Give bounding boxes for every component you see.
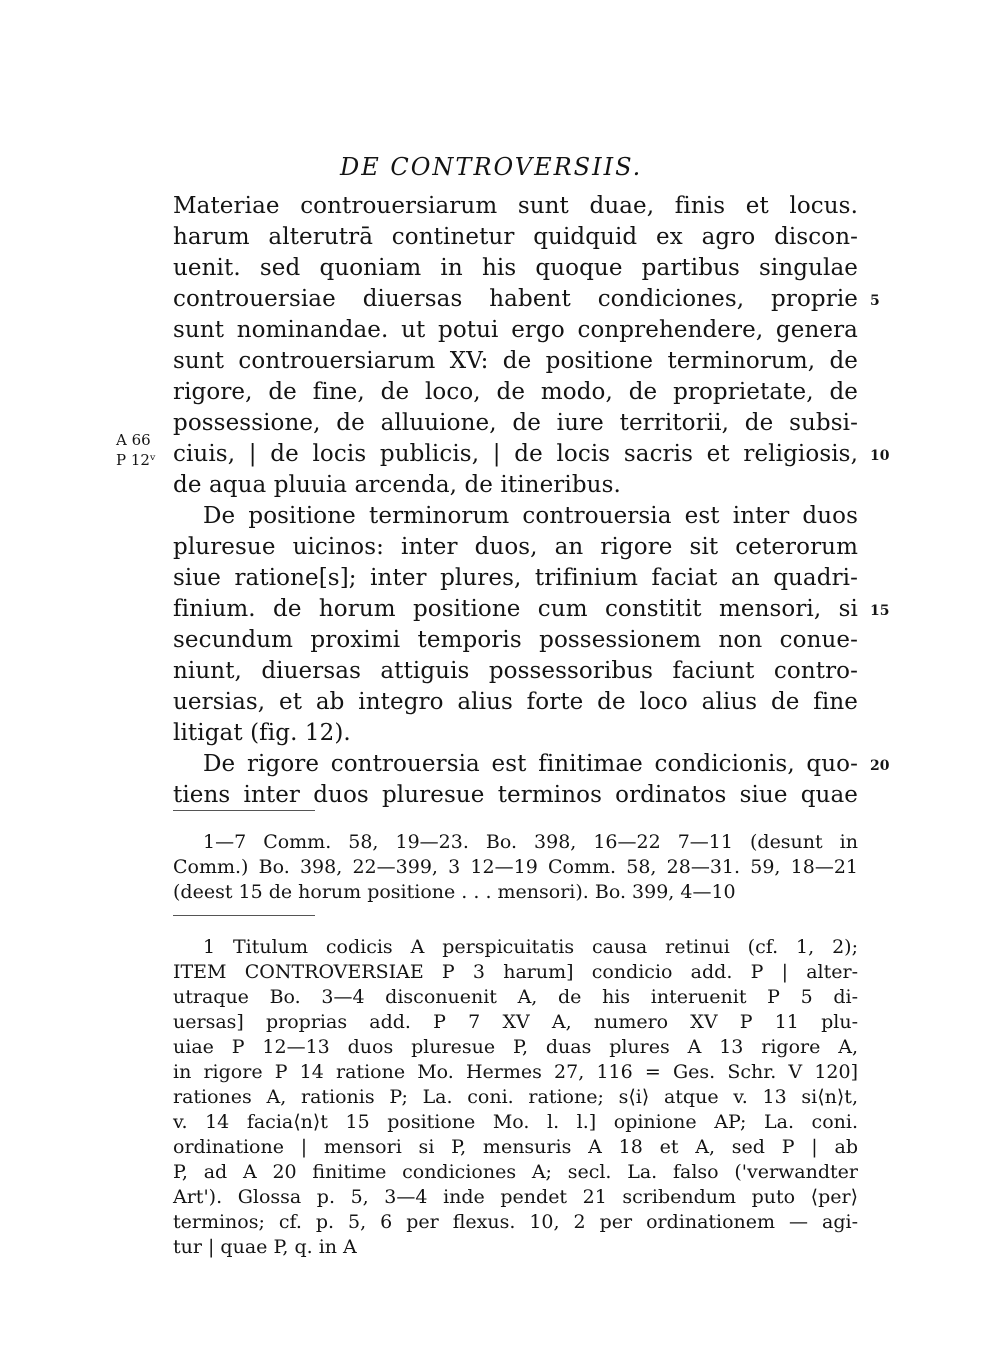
apparatus-line: ordinatione | mensori si P, mensuris A 18 et A, sed P | ab bbox=[173, 1136, 858, 1158]
line-number: 15 bbox=[870, 603, 890, 619]
text-line: finium. de horum positione cum constitit mensori, si bbox=[173, 596, 858, 622]
apparatus-line: uersas] proprias add. P 7 XV A, numero XV P 11 plu- bbox=[173, 1011, 858, 1033]
text-line: sunt nominandae. ut potui ergo conprehendere, genera bbox=[173, 317, 858, 343]
text-line: niunt, diuersas attiguis possessoribus faciunt contro- bbox=[173, 658, 858, 684]
margin-ref-p: P 12ᵛ bbox=[116, 451, 156, 469]
margin-ref-a: A 66 bbox=[116, 431, 151, 449]
apparatus-line: v. 14 facia⟨n⟩t 15 positione Mo. l. l.] opinione AP; La. coni. bbox=[173, 1111, 858, 1133]
text-line: uersias, et ab integro alius forte de loco alius de fine bbox=[173, 689, 858, 715]
testimonia-line: (deest 15 de horum positione . . . mensori). Bo. 399, 4—10 bbox=[173, 881, 736, 903]
text-line: ciuis, | de locis publicis, | de locis sacris et religiosis, bbox=[173, 441, 858, 467]
text-line: siue ratione[s]; inter plures, trifinium faciat an quadri- bbox=[173, 565, 858, 591]
text-line: De positione terminorum controuersia est inter duos bbox=[203, 503, 858, 529]
apparatus-line: Art'). Glossa p. 5, 3—4 inde pendet 21 scribendum puto ⟨per⟩ bbox=[173, 1186, 858, 1208]
text-line: controuersiae diuersas habent condiciones, proprie bbox=[173, 286, 858, 312]
apparatus-line: rationes A, rationis P; La. coni. ratione; s⟨i⟩ atque v. 13 si⟨n⟩t, bbox=[173, 1086, 858, 1108]
testimonia-line: 1—7 Comm. 58, 19—23. Bo. 398, 16—22 7—11 (desunt in bbox=[203, 831, 858, 853]
separator-rule bbox=[173, 810, 315, 811]
apparatus-line: terminos; cf. p. 5, 6 per flexus. 10, 2 per ordinationem — agi- bbox=[173, 1211, 858, 1233]
line-number: 20 bbox=[870, 758, 890, 774]
text-line: harum alterutrā continetur quidquid ex agro discon- bbox=[173, 224, 858, 250]
apparatus-line: ITEM CONTROVERSIAE P 3 harum] condicio add. P | alter- bbox=[173, 961, 858, 983]
line-number: 10 bbox=[870, 448, 890, 464]
text-line: tiens inter duos pluresue terminos ordinatos siue quae bbox=[173, 782, 858, 808]
text-line: secundum proximi temporis possessionem non conue- bbox=[173, 627, 858, 653]
text-line: de aqua pluuia arcenda, de itineribus. bbox=[173, 472, 621, 498]
apparatus-line: utraque Bo. 3—4 disconuenit A, de his interuenit P 5 di- bbox=[173, 986, 858, 1008]
apparatus-line: 1 Titulum codicis A perspicuitatis causa retinui (cf. 1, 2); bbox=[203, 936, 858, 958]
text-line: pluresue uicinos: inter duos, an rigore sit ceterorum bbox=[173, 534, 858, 560]
text-line: rigore, de fine, de loco, de modo, de proprietate, de bbox=[173, 379, 858, 405]
apparatus-line: in rigore P 14 ratione Mo. Hermes 27, 116 = Ges. Schr. V 120] bbox=[173, 1061, 858, 1083]
apparatus-line: tur | quae P, q. in A bbox=[173, 1236, 357, 1258]
text-line: Materiae controuersiarum sunt duae, finis et locus. bbox=[173, 193, 858, 219]
text-line: litigat (fig. 12). bbox=[173, 720, 351, 746]
text-line: possessione, de alluuione, de iure territorii, de subsi- bbox=[173, 410, 858, 436]
page-title: DE CONTROVERSIIS. bbox=[340, 153, 643, 181]
text-line: De rigore controuersia est finitimae condicionis, quo- bbox=[203, 751, 858, 777]
text-line: sunt controuersiarum XV: de positione terminorum, de bbox=[173, 348, 858, 374]
apparatus-line: P, ad A 20 finitime condiciones A; secl. La. falso ('verwandter bbox=[173, 1161, 858, 1183]
apparatus-line: uiae P 12—13 duos pluresue P, duas plures A 13 rigore A, bbox=[173, 1036, 858, 1058]
line-number: 5 bbox=[870, 293, 880, 309]
separator-rule bbox=[173, 915, 315, 916]
testimonia-line: Comm.) Bo. 398, 22—399, 3 12—19 Comm. 58, 28—31. 59, 18—21 bbox=[173, 856, 858, 878]
text-line: uenit. sed quoniam in his quoque partibus singulae bbox=[173, 255, 858, 281]
